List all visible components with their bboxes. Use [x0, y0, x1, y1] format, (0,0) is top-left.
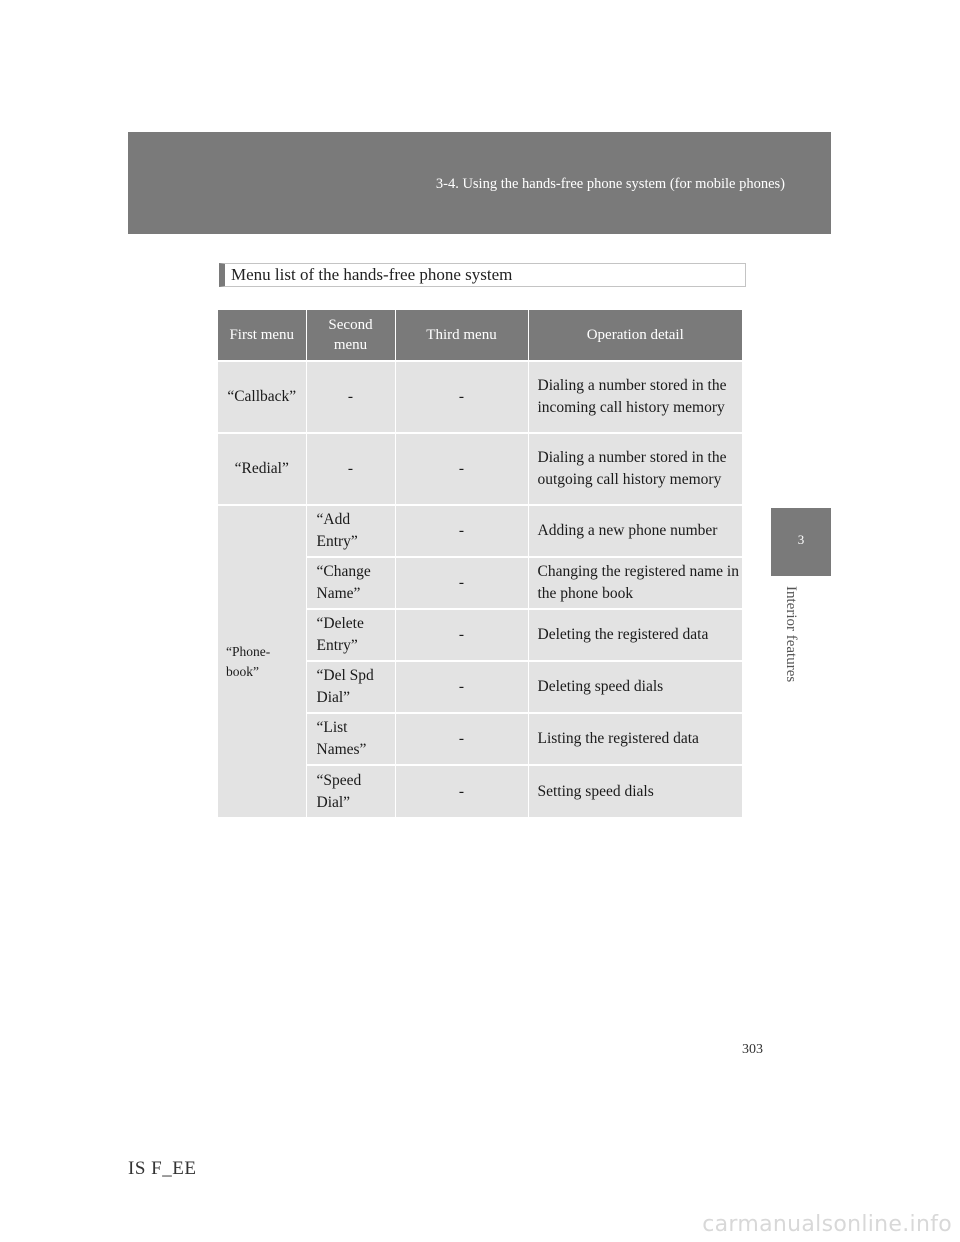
footer-code: IS F_EE	[128, 1158, 197, 1179]
first-menu-phonebook	[218, 505, 306, 817]
operation-detail-cell: Adding a new phone number	[528, 505, 742, 557]
operation-detail-cell: Deleting speed dials	[528, 661, 742, 713]
operation-detail-cell: Changing the registered name in the phone book	[528, 557, 742, 609]
chapter-number: 3	[797, 532, 805, 547]
watermark-text: carmanualsonline.info	[702, 1212, 952, 1237]
second-menu-cell: “Change Name”	[306, 557, 395, 609]
first-menu-callback: “Callback”	[218, 361, 306, 433]
column-header-second-menu	[306, 310, 395, 361]
second-menu-cell: “Delete Entry”	[306, 609, 395, 661]
third-menu-cell: -	[395, 609, 528, 661]
second-menu-cell: “Speed Dial”	[306, 765, 395, 817]
column-header-first-menu: First menu	[218, 310, 306, 361]
table-row	[218, 505, 742, 557]
table-row	[218, 361, 742, 433]
operation-detail-cell: Deleting the registered data	[528, 609, 742, 661]
third-menu-cell: -	[395, 713, 528, 765]
third-menu-cell: -	[395, 765, 528, 817]
operation-detail-cell: Dialing a number stored in the outgoing call history memory	[528, 433, 742, 505]
second-menu-cell: “Add Entry”	[306, 505, 395, 557]
second-menu-cell: “List Names”	[306, 713, 395, 765]
chapter-label: Interior features	[783, 586, 799, 683]
chapter-tab[interactable]	[771, 508, 831, 576]
menu-table	[218, 310, 742, 817]
page-number: 303	[742, 1042, 763, 1057]
column-header-third-menu: Third menu	[395, 310, 528, 361]
first-menu-phonebook-text: “Phone-book”	[226, 643, 271, 679]
third-menu-cell: -	[395, 361, 528, 433]
section-title: 3-4. Using the hands-free phone system (for mobile phones)	[435, 176, 785, 192]
third-menu-cell: -	[395, 557, 528, 609]
first-menu-redial: “Redial”	[218, 433, 306, 505]
operation-detail-cell: Dialing a number stored in the incoming call history memory	[528, 361, 742, 433]
table-header-row	[218, 310, 742, 361]
menu-list-heading	[219, 263, 746, 287]
operation-detail-cell: Setting speed dials	[528, 765, 742, 817]
third-menu-cell: -	[395, 433, 528, 505]
second-menu-cell: -	[306, 433, 395, 505]
second-menu-cell: “Del Spd Dial”	[306, 661, 395, 713]
table-row	[218, 433, 742, 505]
second-menu-cell: -	[306, 361, 395, 433]
third-menu-cell: -	[395, 661, 528, 713]
column-header-operation-detail: Operation detail	[528, 310, 742, 361]
header-band	[128, 132, 831, 234]
third-menu-cell: -	[395, 505, 528, 557]
operation-detail-cell: Listing the registered data	[528, 713, 742, 765]
column-header-second-menu-text: Second menu	[328, 317, 373, 353]
menu-list-heading-text: Menu list of the hands-free phone system	[231, 265, 513, 284]
